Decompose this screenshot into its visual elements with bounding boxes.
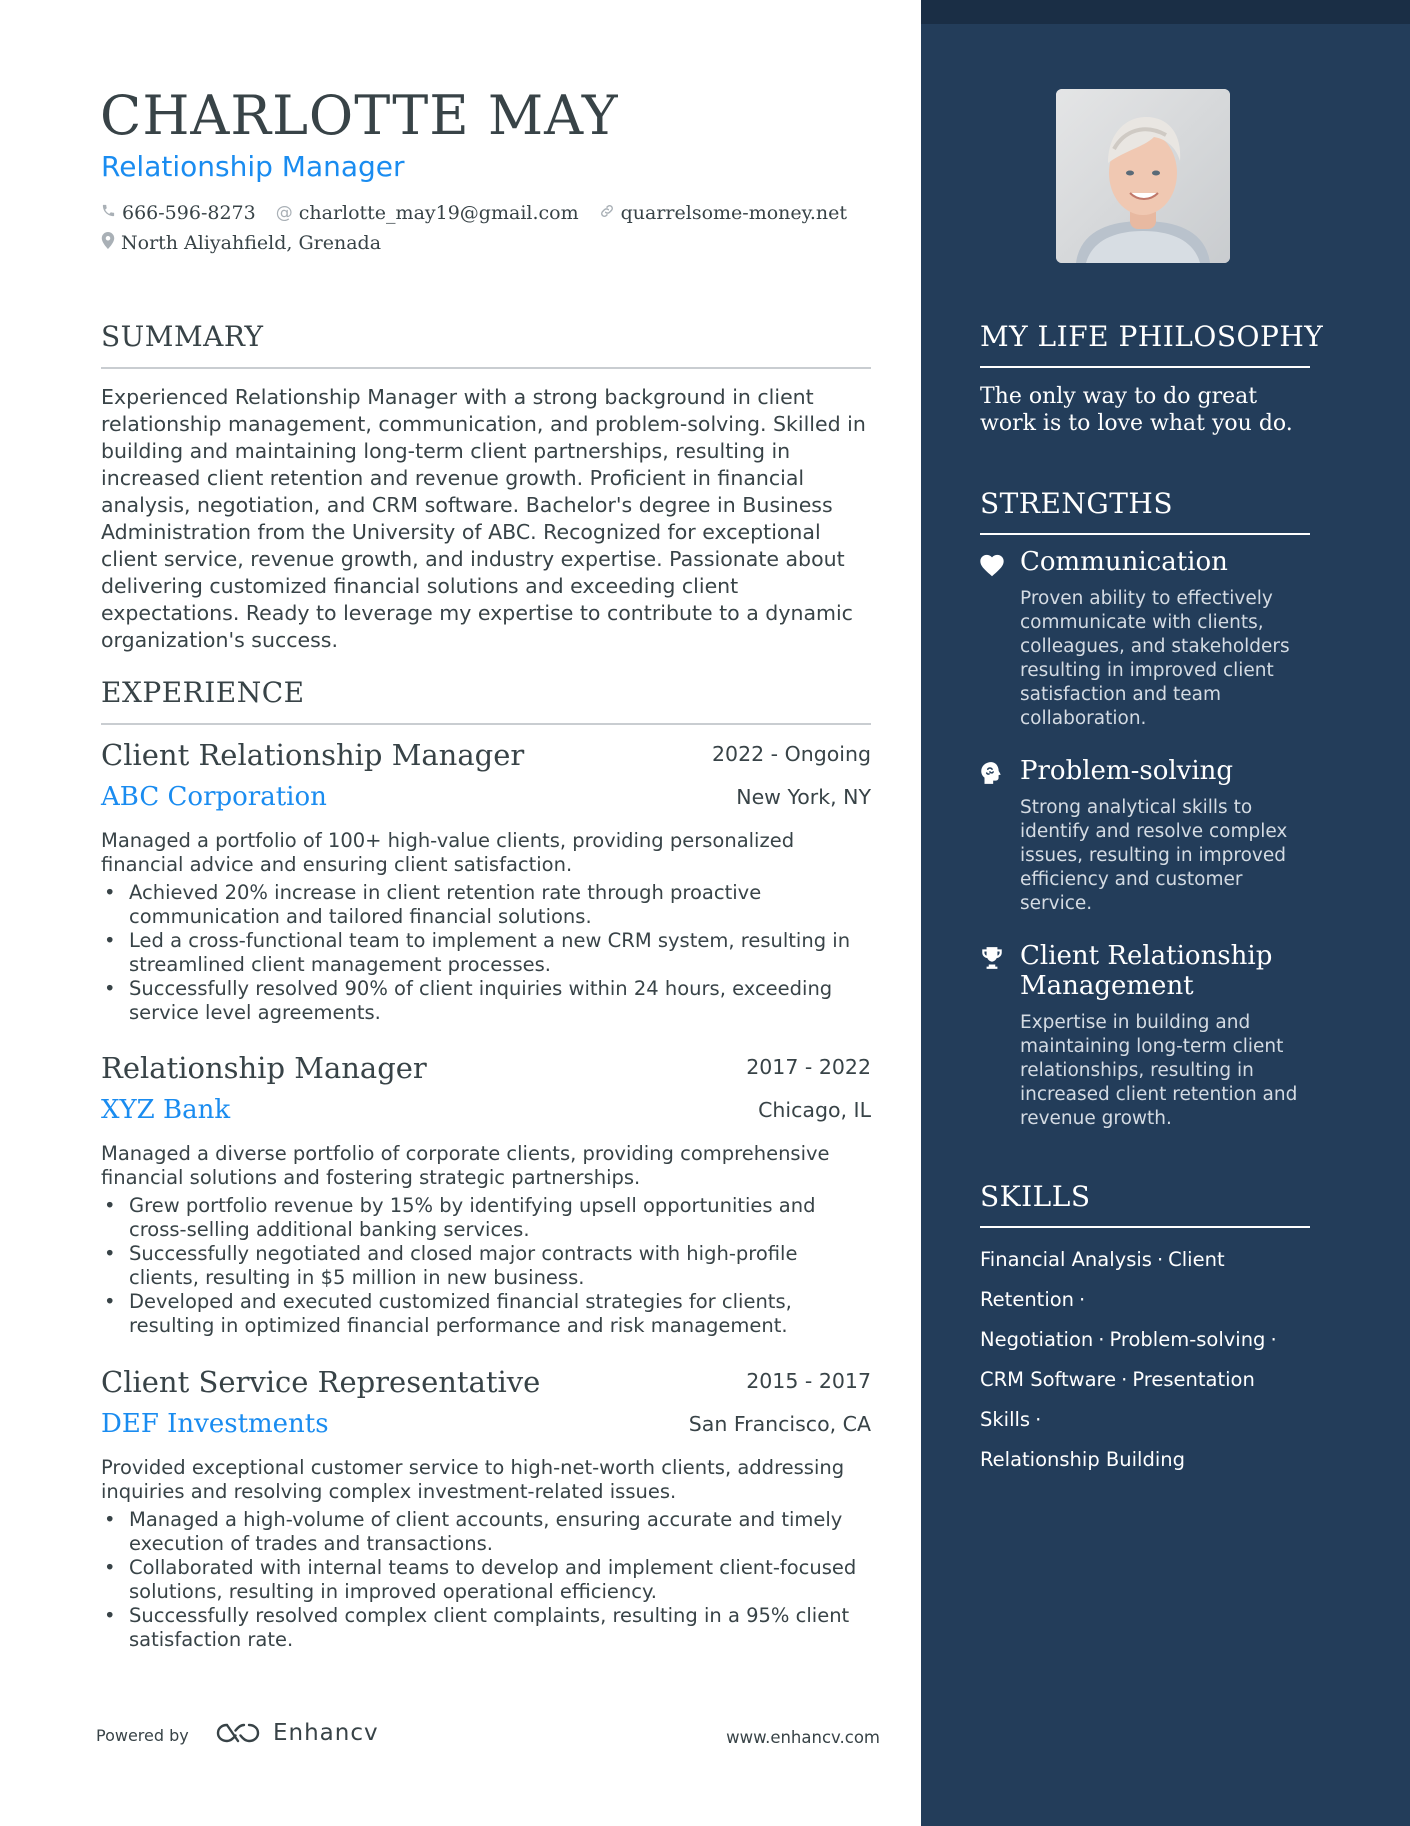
strength-description: Expertise in building and maintaining long-term client relationships, resulting in increased client retention and revenue growth. bbox=[1020, 1012, 1298, 1129]
job-title: Client Relationship Manager bbox=[101, 738, 525, 772]
skill-separator: · bbox=[1098, 1328, 1105, 1351]
job-bullet: • Developed and executed customized financial strategies for clients, resulting in optimized financial performance and risk management. bbox=[101, 1290, 871, 1338]
job-description: Managed a diverse portfolio of corporate clients, providing comprehensive financial solutions and fostering strategic partnerships. bbox=[101, 1142, 830, 1189]
strength-description: Proven ability to effectively communicate with clients, colleagues, and stakeholders resulting in improved client satisfaction and team collaboration. bbox=[1020, 588, 1290, 729]
sidebar bbox=[921, 0, 1410, 1826]
strength-name: Problem-solving bbox=[1020, 756, 1234, 786]
job-location: New York, NY bbox=[736, 785, 871, 809]
footer-website[interactable]: www.enhancv.com bbox=[726, 1728, 880, 1747]
skill-tag: CRM Software bbox=[980, 1368, 1117, 1391]
enhancv-logo[interactable] bbox=[215, 1720, 379, 1746]
logo-text: Enhancv bbox=[273, 1720, 379, 1746]
summary-divider bbox=[101, 367, 871, 369]
summary-title: SUMMARY bbox=[101, 320, 264, 353]
location-text: North Aliyahfield, Grenada bbox=[121, 232, 382, 254]
job-company[interactable]: ABC Corporation bbox=[101, 782, 327, 812]
sidebar-topbar bbox=[921, 0, 1410, 24]
job-dates: 2022 - Ongoing bbox=[712, 742, 871, 766]
skill-separator: · bbox=[1121, 1368, 1128, 1391]
skill-tag: Client Retention bbox=[980, 1248, 1225, 1311]
location-pin-icon bbox=[101, 232, 115, 254]
candidate-name: CHARLOTTE MAY bbox=[100, 84, 619, 147]
skills-divider bbox=[980, 1226, 1310, 1228]
phone-text: 666-596-8273 bbox=[122, 202, 256, 224]
skill-tag: Presentation Skills bbox=[980, 1368, 1255, 1431]
experience-divider bbox=[101, 723, 871, 725]
heart-icon bbox=[978, 551, 1008, 581]
job-bullet: • Collaborated with internal teams to develop and implement client-focused solutions, resulting in improved operational efficiency. bbox=[101, 1556, 871, 1604]
strength-name: Communication bbox=[1020, 547, 1228, 577]
powered-by-label: Powered by bbox=[96, 1726, 189, 1745]
job-bullets bbox=[101, 1194, 871, 1338]
trophy-icon bbox=[978, 945, 1008, 975]
job-bullet: • Managed a high-volume of client accounts, ensuring accurate and timely execution of trades and transactions. bbox=[101, 1508, 871, 1556]
link-icon bbox=[599, 203, 615, 224]
job-bullet: • Led a cross-functional team to implement a new CRM system, resulting in streamlined client management processes. bbox=[101, 929, 871, 977]
job-bullets bbox=[101, 1508, 871, 1652]
contact-website[interactable] bbox=[599, 202, 847, 224]
website-text[interactable]: quarrelsome-money.net bbox=[620, 202, 847, 224]
job-bullet: • Successfully negotiated and closed major contracts with high-profile clients, resulting in $5 million in new business. bbox=[101, 1242, 871, 1290]
job-location: San Francisco, CA bbox=[688, 1412, 871, 1436]
contact-phone bbox=[101, 202, 256, 224]
email-text[interactable]: charlotte_may19@gmail.com bbox=[298, 202, 579, 224]
job-bullet: • Achieved 20% increase in client retention rate through proactive communication and tailored financial solutions. bbox=[101, 881, 871, 929]
philosophy-quote: The only way to do great work is to love what you do. bbox=[980, 384, 1293, 436]
job-bullet: • Grew portfolio revenue by 15% by identifying upsell opportunities and cross-selling additional banking services. bbox=[101, 1194, 871, 1242]
contact-row-1 bbox=[101, 202, 847, 224]
candidate-role: Relationship Manager bbox=[101, 150, 405, 183]
strengths-title: STRENGTHS bbox=[980, 487, 1174, 520]
job-description: Managed a portfolio of 100+ high-value clients, providing personalized financial advice and ensuring client satisfaction. bbox=[101, 829, 795, 876]
skill-separator: · bbox=[1035, 1408, 1042, 1431]
skill-separator: · bbox=[1270, 1328, 1277, 1351]
strength-name: Client Relationship Management bbox=[1020, 941, 1273, 1001]
philosophy-title: MY LIFE PHILOSOPHY bbox=[980, 320, 1324, 353]
summary-text: Experienced Relationship Manager with a strong background in client relationship management, communication, and problem-solving. Skilled in building and maintaining long-term client partnerships, resulting in increased client retention and revenue growth. Proficient in financial analysis, negotiation, and CRM software. Bachelor's degree in Business Administration from the University of ABC. Recognized for exceptional client service, revenue growth, and industry expertise. Passionate about delivering customized financial solutions and exceeding client expectations. Ready to leverage my expertise to contribute to a dynamic organization's success. bbox=[101, 385, 866, 652]
brain-icon bbox=[978, 760, 1008, 790]
job-company[interactable]: XYZ Bank bbox=[101, 1095, 231, 1125]
job-title: Client Service Representative bbox=[101, 1365, 541, 1399]
skill-tag: Relationship Building bbox=[980, 1448, 1186, 1471]
skills-list bbox=[980, 1240, 1320, 1480]
job-description: Provided exceptional customer service to high-net-worth clients, addressing inquiries and resolving complex investment-related issues. bbox=[101, 1456, 845, 1503]
strengths-divider bbox=[980, 533, 1310, 535]
job-bullet: • Successfully resolved 90% of client inquiries within 24 hours, exceeding service level agreements. bbox=[101, 977, 871, 1025]
strength-description: Strong analytical skills to identify and resolve complex issues, resulting in improved efficiency and customer service. bbox=[1020, 797, 1288, 914]
job-location: Chicago, IL bbox=[758, 1098, 871, 1122]
contact-location bbox=[101, 232, 381, 254]
at-icon: @ bbox=[275, 203, 293, 223]
skill-tag: Problem-solving bbox=[1109, 1328, 1266, 1351]
job-dates: 2017 - 2022 bbox=[746, 1055, 871, 1079]
job-title: Relationship Manager bbox=[101, 1051, 427, 1085]
job-bullet: • Successfully resolved complex client complaints, resulting in a 95% client satisfaction rate. bbox=[101, 1604, 871, 1652]
job-company[interactable]: DEF Investments bbox=[101, 1409, 329, 1439]
job-bullets bbox=[101, 881, 871, 1025]
experience-title: EXPERIENCE bbox=[101, 676, 305, 709]
skill-separator: · bbox=[1079, 1288, 1086, 1311]
contact-row-2 bbox=[101, 232, 381, 254]
profile-photo bbox=[1056, 89, 1230, 263]
skill-separator: · bbox=[1156, 1248, 1164, 1271]
contact-email[interactable] bbox=[276, 202, 579, 224]
phone-icon bbox=[101, 203, 116, 223]
job-dates: 2015 - 2017 bbox=[746, 1369, 871, 1393]
philosophy-divider bbox=[980, 366, 1310, 368]
skill-tag: Financial Analysis bbox=[980, 1248, 1152, 1271]
skills-title: SKILLS bbox=[980, 1180, 1091, 1213]
infinity-icon bbox=[215, 1721, 261, 1745]
skill-tag: Negotiation bbox=[980, 1328, 1094, 1351]
